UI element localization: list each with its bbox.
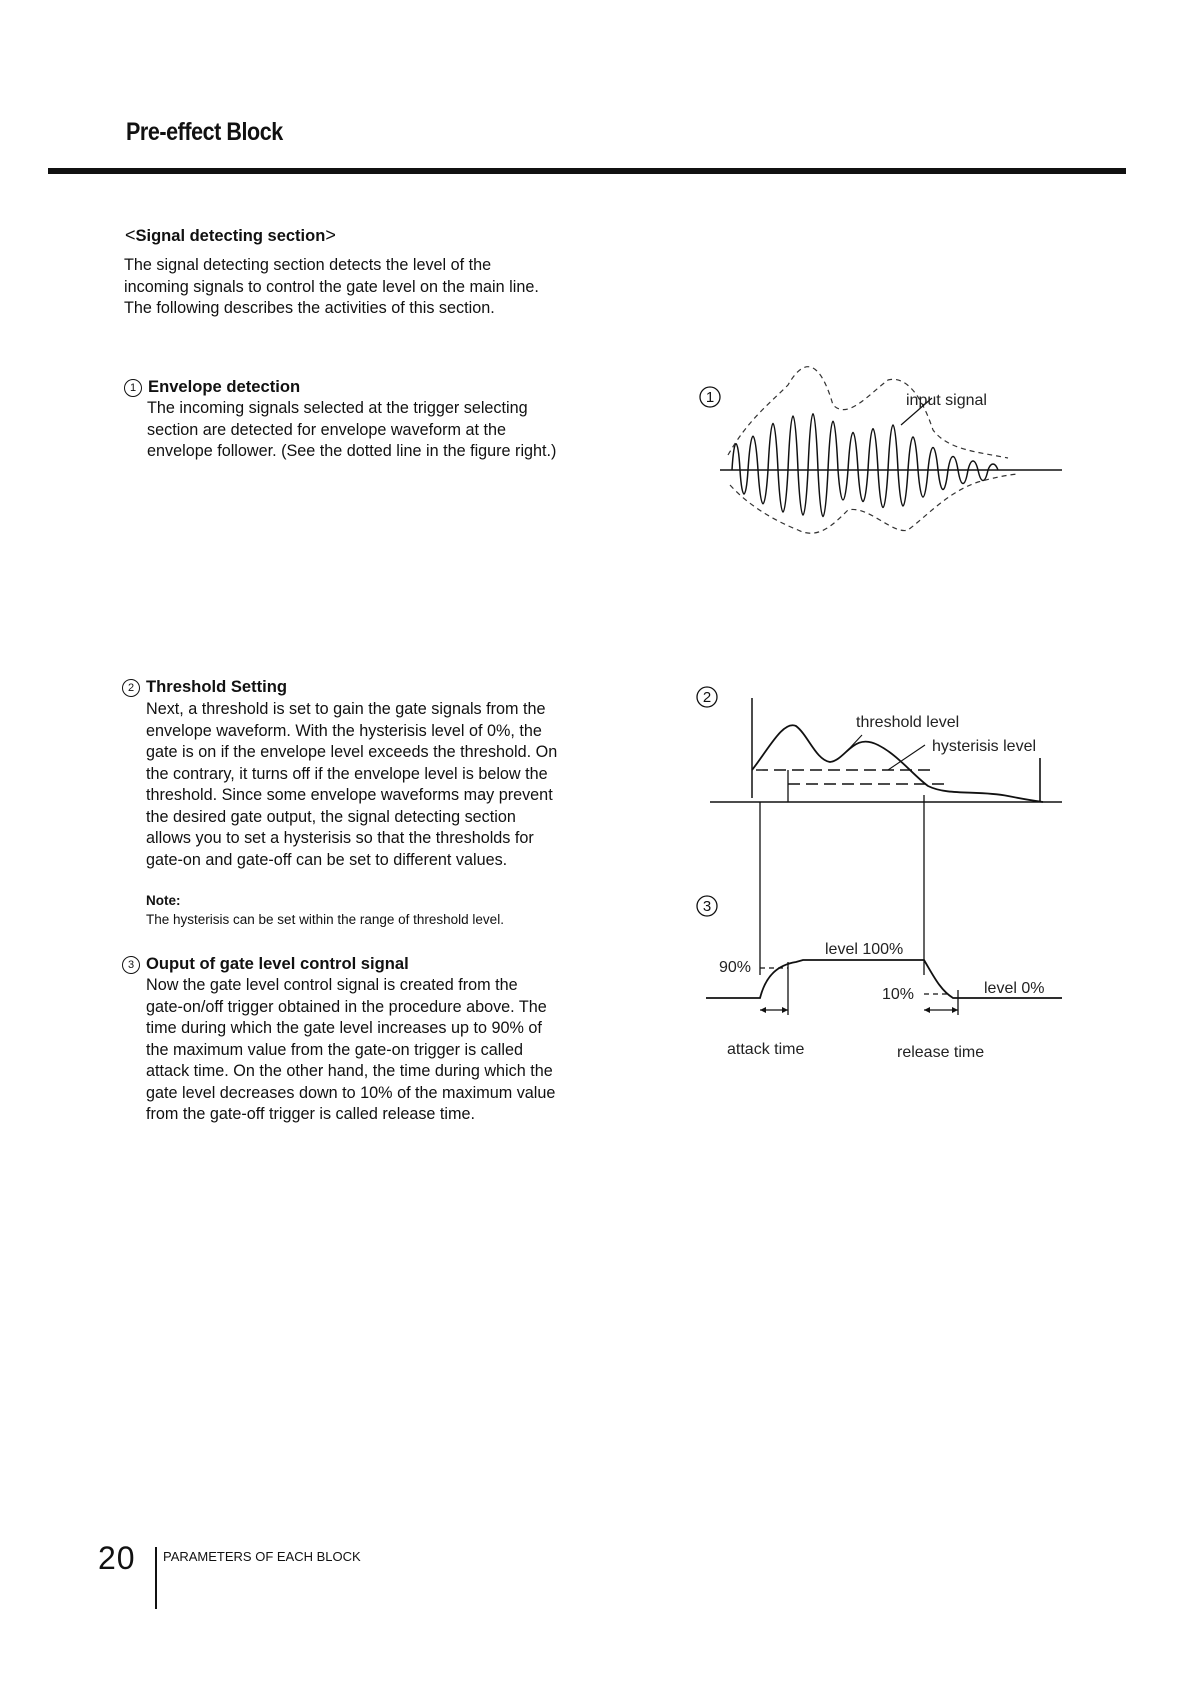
intro-line: incoming signals to control the gate level on the main line. bbox=[124, 277, 539, 296]
intro-line: The following describes the activities of this section. bbox=[124, 299, 495, 317]
bracket-close: > bbox=[325, 225, 336, 245]
bracket-open: < bbox=[125, 225, 136, 245]
footer-section-name: PARAMETERS OF EACH BLOCK bbox=[163, 1549, 361, 1564]
item-3-line: from the gate-off trigger is called release time. bbox=[146, 1105, 475, 1123]
release-arrow-right bbox=[952, 1007, 958, 1013]
item-2-number: 2 bbox=[122, 679, 140, 697]
signal-diagram bbox=[648, 230, 1122, 1210]
intro-line: The signal detecting section detects the level of the bbox=[124, 256, 492, 274]
item-1-heading bbox=[124, 377, 300, 397]
item-2-line: allows you to set a hysterisis so that the thresholds for bbox=[146, 829, 534, 847]
threshold-level-label: threshold level bbox=[856, 714, 960, 731]
item-1-line: The incoming signals selected at the trigger selecting bbox=[147, 399, 528, 417]
item-3-title: Ouput of gate level control signal bbox=[146, 954, 409, 973]
item-1-number: 1 bbox=[124, 379, 142, 397]
item-2-title: Threshold Setting bbox=[146, 677, 288, 696]
figure-1-number: 1 bbox=[705, 389, 715, 406]
page-title: Pre-effect Block bbox=[126, 118, 283, 146]
attack-time-label: attack time bbox=[727, 1041, 805, 1058]
figure-2-number: 2 bbox=[702, 689, 712, 706]
figure-3-number: 3 bbox=[702, 898, 712, 915]
ninety-percent-label: 90% bbox=[719, 959, 752, 976]
section-heading-text: Signal detecting section bbox=[135, 227, 326, 245]
item-3-line: attack time. On the other hand, the time during which the bbox=[146, 1062, 553, 1080]
item-2-line: the desired gate output, the signal detecting section bbox=[146, 807, 516, 826]
item-2-line: gate is on if the envelope level exceeds the threshold. On bbox=[146, 743, 558, 761]
item-3-line: time during which the gate level increases up to 90% of bbox=[146, 1019, 542, 1037]
item-3-line: gate-on/off trigger obtained in the procedure above. The bbox=[146, 997, 547, 1016]
hysterisis-level-label: hysterisis level bbox=[932, 738, 1037, 755]
item-2-line: Next, a threshold is set to gain the gate signals from the bbox=[146, 700, 546, 718]
item-3-number: 3 bbox=[122, 956, 140, 974]
item-1-line: section are detected for envelope waveform at the bbox=[147, 420, 507, 439]
item-2-body bbox=[146, 699, 606, 871]
item-2-line: the contrary, it turns off if the envelope level is below the bbox=[146, 764, 548, 783]
figure-2 bbox=[697, 687, 1062, 802]
level-0-label: level 0% bbox=[984, 980, 1045, 997]
item-3-body bbox=[146, 975, 606, 1126]
item-1-body bbox=[147, 398, 607, 463]
release-time-label: release time bbox=[897, 1044, 985, 1061]
figure-3 bbox=[697, 795, 1062, 1061]
item-1-title: Envelope detection bbox=[148, 377, 301, 396]
note-text: The hysterisis can be set within the range of threshold level. bbox=[146, 912, 504, 927]
header-rule bbox=[48, 168, 1126, 174]
ten-percent-label: 10% bbox=[882, 986, 915, 1003]
attack-arrow-right bbox=[782, 1007, 788, 1013]
item-2-line: envelope waveform. With the hysterisis level of 0%, the bbox=[146, 721, 542, 740]
note-heading: Note: bbox=[146, 893, 181, 908]
attack-arrow-left bbox=[760, 1007, 766, 1013]
item-2-heading bbox=[122, 677, 287, 697]
item-2-line: gate-on and gate-off can be set to different values. bbox=[146, 850, 508, 869]
release-arrow-left bbox=[924, 1007, 930, 1013]
section-heading bbox=[125, 225, 336, 246]
page-number: 20 bbox=[98, 1540, 136, 1576]
figure-1 bbox=[700, 367, 1062, 534]
item-3-line: gate level decreases down to 10% of the maximum value bbox=[146, 1083, 556, 1102]
input-signal-wave bbox=[732, 414, 998, 517]
item-1-line: envelope follower. (See the dotted line in the figure right.) bbox=[147, 442, 557, 460]
input-signal-label: input signal bbox=[906, 392, 987, 409]
level-100-label: level 100% bbox=[825, 941, 904, 958]
item-2-line: threshold. Since some envelope waveforms may prevent bbox=[146, 786, 553, 804]
item-3-heading bbox=[122, 954, 409, 974]
footer-rule bbox=[155, 1547, 157, 1609]
intro-paragraph bbox=[124, 255, 594, 320]
item-3-line: the maximum value from the gate-on trigger is called bbox=[146, 1040, 523, 1059]
item-3-line: Now the gate level control signal is created from the bbox=[146, 976, 518, 994]
envelope-lower-dotted bbox=[730, 474, 1018, 533]
signal-diagram-svg bbox=[648, 230, 1122, 1210]
